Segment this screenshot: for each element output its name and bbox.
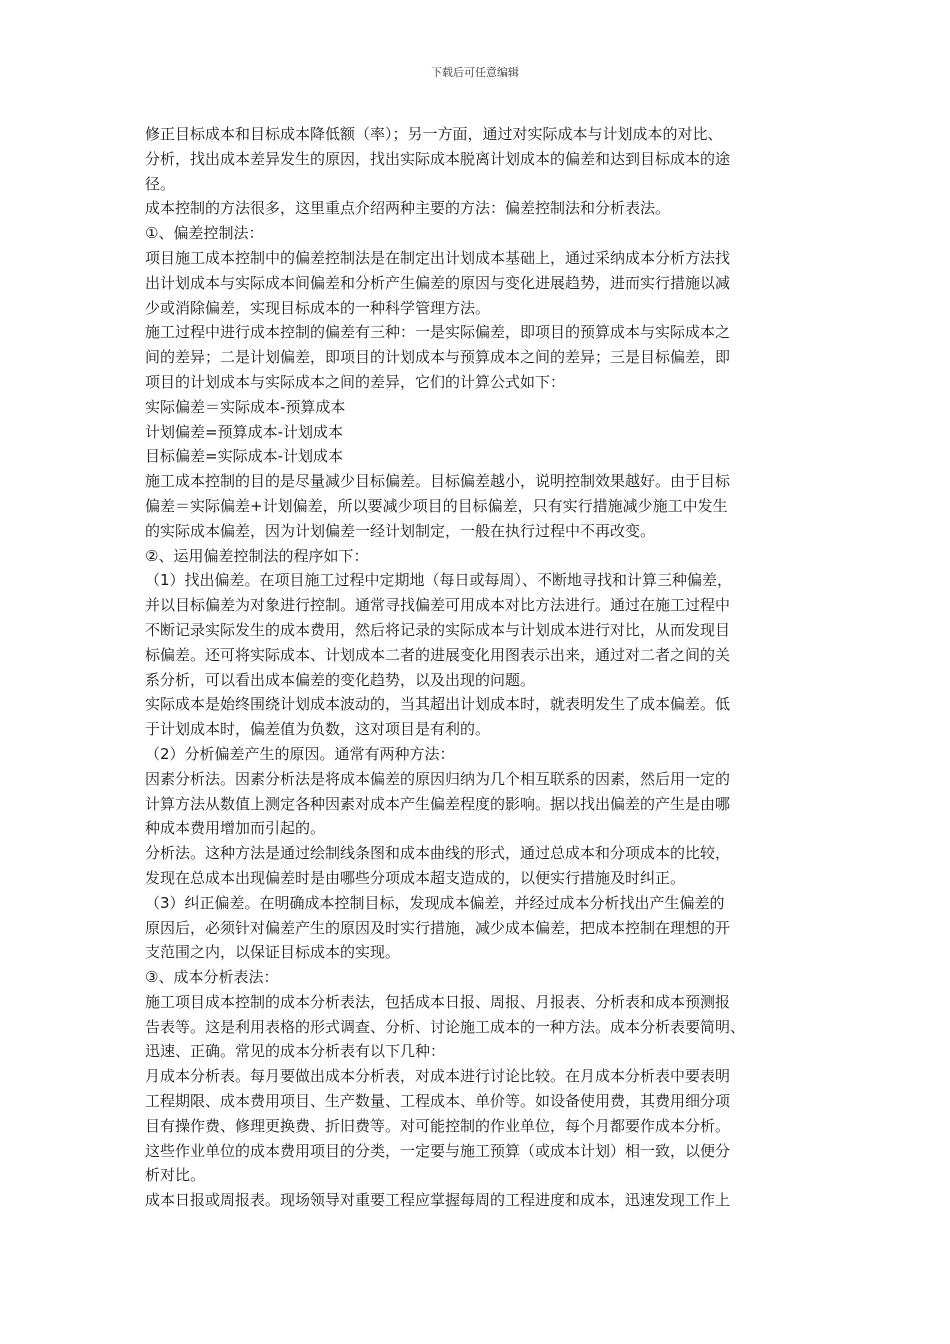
text-line: 并以目标偏差为对象进行控制。通常寻找偏差可用成本对比方法进行。通过在施工过程中 (145, 596, 731, 615)
text-line: 原因后，必须针对偏差产生的原因及时实行措施，减少成本偏差，把成本控制在理想的开 (145, 918, 731, 937)
text-line: 目有操作费、修理更换费、折旧费等。对可能控制的作业单位，每个月都要作成本分析。 (145, 1116, 731, 1135)
text-line: 月成本分析表。每月要做出成本分析表，对成本进行讨论比较。在月成本分析表中要表明 (145, 1067, 731, 1086)
text-line: 施工项目成本控制的成本分析表法，包括成本日报、周报、月报表、分析表和成本预测报 (145, 992, 731, 1011)
document-body (145, 122, 805, 1213)
text-line: 径。 (145, 174, 176, 193)
text-line: 的实际成本偏差，因为计划偏差一经计划制定，一般在执行过程中不再改变。 (145, 521, 656, 540)
text-line: 工程期限、成本费用项目、生产数量、工程成本、单价等。如设备使用费，其费用细分项 (145, 1092, 731, 1111)
text-line: ①、偏差控制法： (145, 224, 264, 243)
text-line: 析对比。 (145, 1166, 206, 1185)
text-line: 实际成本是始终围绕计划成本波动的，当其超出计划成本时，就表明发生了成本偏差。低 (145, 695, 731, 714)
text-line: 成本控制的方法很多，这里重点介绍两种主要的方法：偏差控制法和分析表法。 (145, 199, 671, 218)
text-line: 成本日报或周报表。现场领导对重要工程应掌握每周的工程进度和成本，迅速发现工作上 (145, 1191, 731, 1210)
text-line: 少或消除偏差，实现目标成本的一种科学管理方法。 (145, 298, 491, 317)
page-header: 下载后可任意编辑 (431, 66, 519, 79)
text-line: 分析法。这种方法是通过绘制线条图和成本曲线的形式，通过总成本和分项成本的比较， (145, 844, 731, 863)
text-line: 施工成本控制的目的是尽量减少目标偏差。目标偏差越小，说明控制效果越好。由于目标 (145, 472, 731, 491)
text-line: 出计划成本与实际成本间偏差和分析产生偏差的原因与变化进展趋势，进而实行措施以减 (145, 273, 731, 292)
text-line: 间的差异；二是计划偏差，即项目的计划成本与预算成本之间的差异；三是目标偏差，即 (145, 348, 731, 367)
text-line: 修正目标成本和目标成本降低额（率）；另一方面，通过对实际成本与计划成本的对比、 (145, 125, 723, 143)
text-line: 实际偏差＝实际成本-预算成本 (145, 397, 346, 416)
text-line: 这些作业单位的成本费用项目的分类，一定要与施工预算（或成本计划）相一致，以便分 (145, 1141, 731, 1160)
text-line: 计划偏差=预算成本-计划成本 (145, 422, 343, 441)
text-line: （1）找出偏差。在项目施工过程中定期地（每日或每周）、不断地寻找和计算三种偏差， (145, 571, 733, 590)
text-line: 分析，找出成本差异发生的原因，找出实际成本脱离计划成本的偏差和达到目标成本的途 (145, 149, 731, 168)
text-line: 支范围之内，以保证目标成本的实现。 (145, 943, 401, 962)
text-line: 施工过程中进行成本控制的偏差有三种：一是实际偏差，即项目的预算成本与实际成本之 (145, 323, 731, 342)
text-line: 项目的计划成本与实际成本之间的差异，它们的计算公式如下： (145, 372, 566, 391)
text-line: 因素分析法。因素分析法是将成本偏差的原因归纳为几个相互联系的因素，然后用一定的 (145, 769, 731, 788)
text-line: 偏差＝实际偏差+计划偏差，所以要减少项目的目标偏差，只有实行措施减少施工中发生 (145, 496, 728, 515)
text-line: 不断记录实际发生的成本费用，然后将记录的实际成本与计划成本进行对比，从而发现目 (145, 620, 731, 639)
text-line: 发现在总成本出现偏差时是由哪些分项成本超支造成的，以便实行措施及时纠正。 (145, 868, 686, 887)
text-line: 标偏差。还可将实际成本、计划成本二者的进展变化用图表示出来，通过对二者之间的关 (145, 645, 731, 664)
text-line: 目标偏差=实际成本-计划成本 (145, 447, 343, 466)
text-line: 种成本费用增加而引起的。 (145, 819, 326, 838)
text-line: 告表等。这是利用表格的形式调查、分析、讨论施工成本的一种方法。成本分析表要简明、 (145, 1017, 746, 1036)
text-line: ③、成本分析表法： (145, 968, 279, 987)
text-line: 于计划成本时，偏差值为负数，这对项目是有利的。 (145, 720, 491, 739)
text-line: 项目施工成本控制中的偏差控制法是在制定出计划成本基础上，通过采纳成本分析方法找 (145, 248, 731, 267)
text-line: 迅速、正确。常见的成本分析表有以下几种： (145, 1042, 446, 1061)
text-line: ②、运用偏差控制法的程序如下： (145, 546, 369, 565)
text-line: （3）纠正偏差。在明确成本控制目标，发现成本偏差，并经过成本分析找出产生偏差的 (145, 893, 725, 912)
text-line: 计算方法从数值上测定各种因素对成本产生偏差程度的影响。据以找出偏差的产生是由哪 (145, 794, 731, 813)
text-line: （2）分析偏差产生的原因。通常有两种方法： (145, 744, 455, 763)
text-line: 系分析，可以看出成本偏差的变化趋势，以及出现的问题。 (145, 670, 536, 689)
